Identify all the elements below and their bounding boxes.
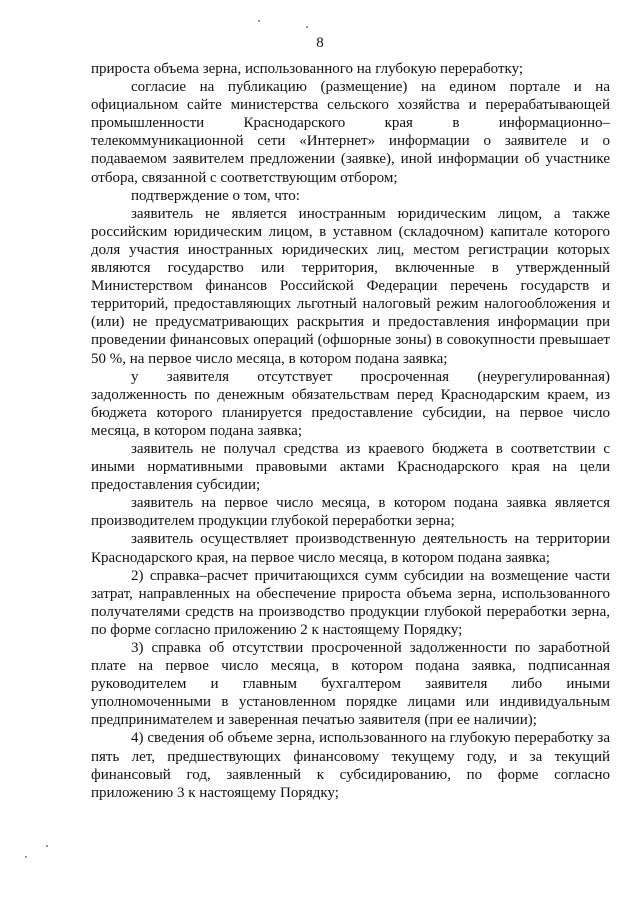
scan-speck — [25, 856, 27, 858]
paragraph-5: у заявителя отсутствует просроченная (неурегулированная) задолженность по денежным обязательствам перед Краснодарским краем, из бюджета которого планируется предоставление субсидии, на первое число месяца, в котором подана заявка; — [91, 368, 610, 439]
paragraph-3: подтверждение о том, что: — [131, 187, 300, 204]
paragraph-4: заявитель не является иностранным юридическим лицом, а также российским юридическим лицом, в уставном (складочном) капитале которого доля участия иностранных юридических лиц, местом регистрации которых являются государство или территория, включенные в утвержденный Министерством финансов Российской Федерации перечень государств и территорий, предоставляющих льготный налоговый режим налогообложения и (или) не предусматривающих раскрытия и предоставления информации при проведении финансовых операций (офшорные зоны) в совокупности превышает 50 %, на первое число месяца, в котором подана заявка; — [91, 205, 610, 367]
paragraph-1: прироста объема зерна, использованного на глубокую переработку; — [91, 61, 524, 77]
page-number: 8 — [316, 35, 324, 51]
paragraph-10: 3) справка об отсутствии просроченной задолженности по заработной плате на первое число месяца, в котором подана заявка, подписанная руководителем и главным бухгалтером заявителя либо иными уполномоченными в установленном порядке лицами или индивидуальным предпринимателем и заверенная печатью заявителя (при ее наличии); — [91, 640, 610, 729]
paragraph-7: заявитель на первое число месяца, в котором подана заявка является производителем продукции глубокой переработки зерна; — [91, 495, 610, 530]
paragraph-2: согласие на публикацию (размещение) на едином портале и на официальном сайте министерства сельского хозяйства и перерабатывающей промышленности Краснодарского края в информационно–телекоммуникационной сети «Интернет» информации о заявителе и о подаваемом заявителем предложении (заявке), иной информации об участнике отбора, связанной с соответствующим отбором; — [91, 79, 610, 186]
paragraph-6: заявитель не получал средства из краевого бюджета в соответствии с иными нормативными правовыми актами Краснодарского края на цели предоставления субсидии; — [91, 440, 610, 494]
paragraph-8: заявитель осуществляет производственную деятельность на территории Краснодарского края, на первое число месяца, в котором подана заявка; — [91, 531, 610, 566]
scan-speck — [258, 20, 260, 22]
scan-speck — [306, 26, 308, 28]
paragraph-11: 4) сведения об объеме зерна, использованного на глубокую переработку за пять лет, предшествующих финансовому текущему году, и за текущий финансовый год, заявленный к субсидированию, по форме согласно приложению 3 к настоящему Порядку; — [91, 730, 610, 801]
document-body — [91, 60, 610, 802]
paragraph-9: 2) справка–расчет причитающихся сумм субсидии на возмещение части затрат, направленных на обеспечение прироста объема зерна, использованного получателями средств на производство продукции глубокой переработки зерна, по форме согласно приложению 2 к настоящему Порядку; — [91, 567, 610, 638]
scan-speck — [46, 845, 48, 847]
